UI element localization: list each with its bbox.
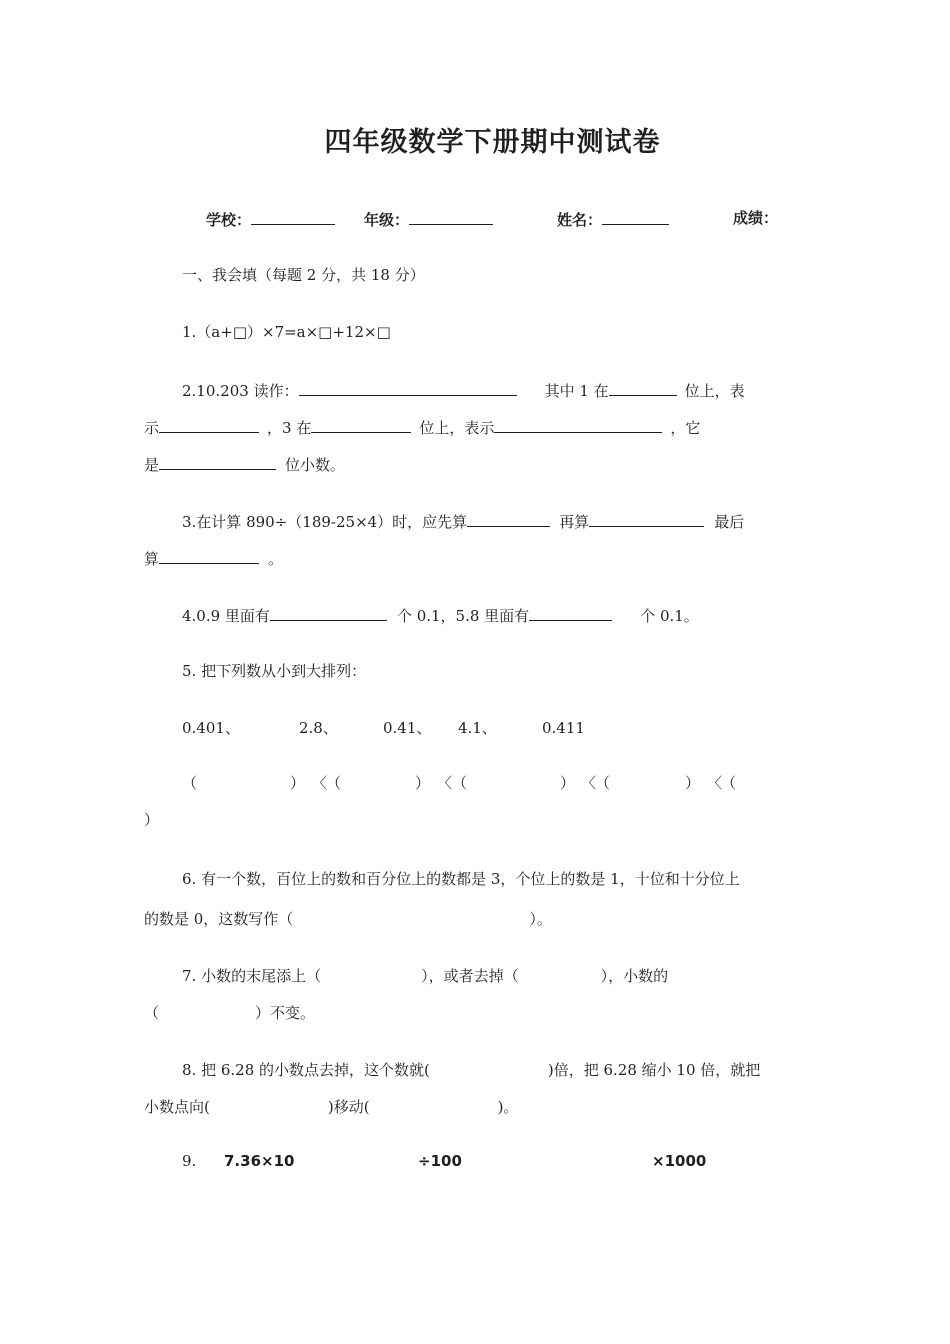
q8-text-c: 小数点向( <box>144 1098 210 1116</box>
q5-paren-open-1: （ <box>182 774 198 792</box>
q2-blank-place-1[interactable] <box>609 379 677 396</box>
question-1: 1.（a+□）×7=a×□+12×□ <box>182 323 391 341</box>
page-title: 四年级数学下册期中测试卷 <box>324 127 661 158</box>
q4-text-c: 个 0.1。 <box>640 607 699 625</box>
q2-text-a: 2.10.203 读作： <box>182 382 299 400</box>
q5-paren-open-4: （ <box>595 774 611 792</box>
question-3-line-2 <box>144 547 283 569</box>
question-7-line-2 <box>144 1000 315 1023</box>
q4-text-a: 4.0.9 里面有 <box>182 607 270 625</box>
q5-paren-close-3: ） <box>560 774 576 792</box>
q5-answer-3[interactable] <box>470 771 558 793</box>
question-9-number: 9. <box>182 1152 197 1170</box>
question-6-line-1: 6. 有一个数，百位上的数和百分位上的数都是 3，个位上的数是 1，十位和十分位上 <box>182 870 740 888</box>
q4-blank-2[interactable] <box>529 604 612 621</box>
q7-text-c: ），小数的 <box>600 967 669 985</box>
q6-text-b: 的数是 0，这数写作（ <box>144 910 294 928</box>
q7-text-b: ），或者去掉（ <box>421 967 519 985</box>
question-4 <box>182 604 699 626</box>
q5-paren-close-4: ） <box>685 774 701 792</box>
question-7-line-1 <box>182 963 668 986</box>
q9-expression-3: ×1000 <box>652 1152 707 1170</box>
q2-text-d: 示 <box>144 419 160 437</box>
q2-blank-reading[interactable] <box>299 379 517 396</box>
q3-text-a: 3.在计算 890÷（189-25×4）时，应先算 <box>182 513 468 531</box>
q5-number-1: 2.8、 <box>299 719 338 737</box>
section-heading: 一、我会填（每题 2 分，共 18 分） <box>182 266 425 284</box>
grade-field <box>364 208 493 230</box>
q5-less-than-1: 〈 <box>312 774 328 792</box>
question-8-line-1 <box>182 1057 760 1080</box>
school-field <box>206 208 335 230</box>
q2-text-b: 其中 1 在 <box>544 382 609 400</box>
q5-number-0: 0.401、 <box>182 719 240 737</box>
q8-answer-1[interactable] <box>430 1057 548 1075</box>
q3-text-c: 最后 <box>714 513 745 531</box>
score-label: 成绩： <box>733 209 779 227</box>
q8-answer-3[interactable] <box>370 1094 498 1112</box>
question-2-line-3 <box>144 453 345 475</box>
q5-answer-4[interactable] <box>613 771 683 793</box>
q2-text-e: ，3 在 <box>267 419 312 437</box>
q5-paren-close-5: ） <box>144 811 160 829</box>
q2-blank-place-3[interactable] <box>311 416 411 433</box>
q9-expression-2: ÷100 <box>418 1152 462 1170</box>
q3-blank-last[interactable] <box>159 547 259 564</box>
q8-text-e: )。 <box>497 1098 519 1116</box>
question-6-line-2 <box>144 906 552 929</box>
name-blank[interactable] <box>602 208 669 225</box>
q7-answer-3[interactable] <box>159 1000 255 1018</box>
grade-blank[interactable] <box>409 208 493 225</box>
question-8-line-2 <box>144 1094 518 1117</box>
q5-number-4: 0.411 <box>542 719 585 737</box>
question-5: 5. 把下列数从小到大排列： <box>182 662 367 680</box>
q3-text-d: 算 <box>144 550 160 568</box>
q3-text-e: 。 <box>268 550 284 568</box>
q6-text-c: ）。 <box>529 910 552 928</box>
q2-text-h: 是 <box>144 456 160 474</box>
q8-text-a: 8. 把 6.28 的小数点去掉，这个数就( <box>182 1061 430 1079</box>
q5-paren-close-1: ） <box>290 774 306 792</box>
grade-label: 年级： <box>364 211 410 229</box>
q5-number-2: 0.41、 <box>383 719 432 737</box>
q7-text-d: （ <box>144 1004 160 1022</box>
question-2-line-2 <box>144 416 700 438</box>
q2-text-g: ，它 <box>670 419 701 437</box>
q5-paren-close-2: ） <box>415 774 431 792</box>
question-3-line-1 <box>182 510 744 532</box>
q5-paren-open-3: （ <box>452 774 468 792</box>
q5-less-than-2: 〈 <box>437 774 453 792</box>
q5-paren-open-2: （ <box>326 774 342 792</box>
q3-blank-second[interactable] <box>589 510 704 527</box>
q8-text-b: )倍，把 6.28 缩小 10 倍，就把 <box>547 1061 761 1079</box>
q2-blank-decimal-places[interactable] <box>159 453 276 470</box>
q2-blank-meaning-1[interactable] <box>159 416 259 433</box>
q8-text-d: )移动( <box>327 1098 370 1116</box>
q8-answer-2[interactable] <box>210 1094 328 1112</box>
q2-blank-meaning-3[interactable] <box>494 416 662 433</box>
q7-text-e: ）不变。 <box>255 1004 316 1022</box>
q5-number-3: 4.1、 <box>458 719 497 737</box>
q5-less-than-4: 〈 <box>707 774 723 792</box>
q7-answer-1[interactable] <box>321 963 421 981</box>
name-label: 姓名： <box>557 211 603 229</box>
q5-less-than-3: 〈 <box>581 774 597 792</box>
school-label: 学校： <box>206 211 252 229</box>
q9-expression-1: 7.36×10 <box>224 1152 295 1170</box>
question-2-line-1 <box>182 379 745 401</box>
q4-text-b: 个 0.1，5.8 里面有 <box>396 607 530 625</box>
q7-text-a: 7. 小数的末尾添上（ <box>182 967 322 985</box>
q4-blank-1[interactable] <box>270 604 387 621</box>
q2-text-i: 位小数。 <box>285 456 346 474</box>
q5-answer-2[interactable] <box>344 771 414 793</box>
q7-answer-2[interactable] <box>519 963 601 981</box>
q2-text-f: 位上，表示 <box>419 419 495 437</box>
q6-answer[interactable] <box>293 906 529 924</box>
name-field <box>557 208 669 230</box>
q5-paren-open-5: （ <box>721 774 737 792</box>
q5-answer-1[interactable] <box>200 771 288 793</box>
q2-text-c: 位上，表 <box>684 382 745 400</box>
q3-text-b: 再算 <box>559 513 590 531</box>
q3-blank-first[interactable] <box>467 510 550 527</box>
school-blank[interactable] <box>251 208 335 225</box>
